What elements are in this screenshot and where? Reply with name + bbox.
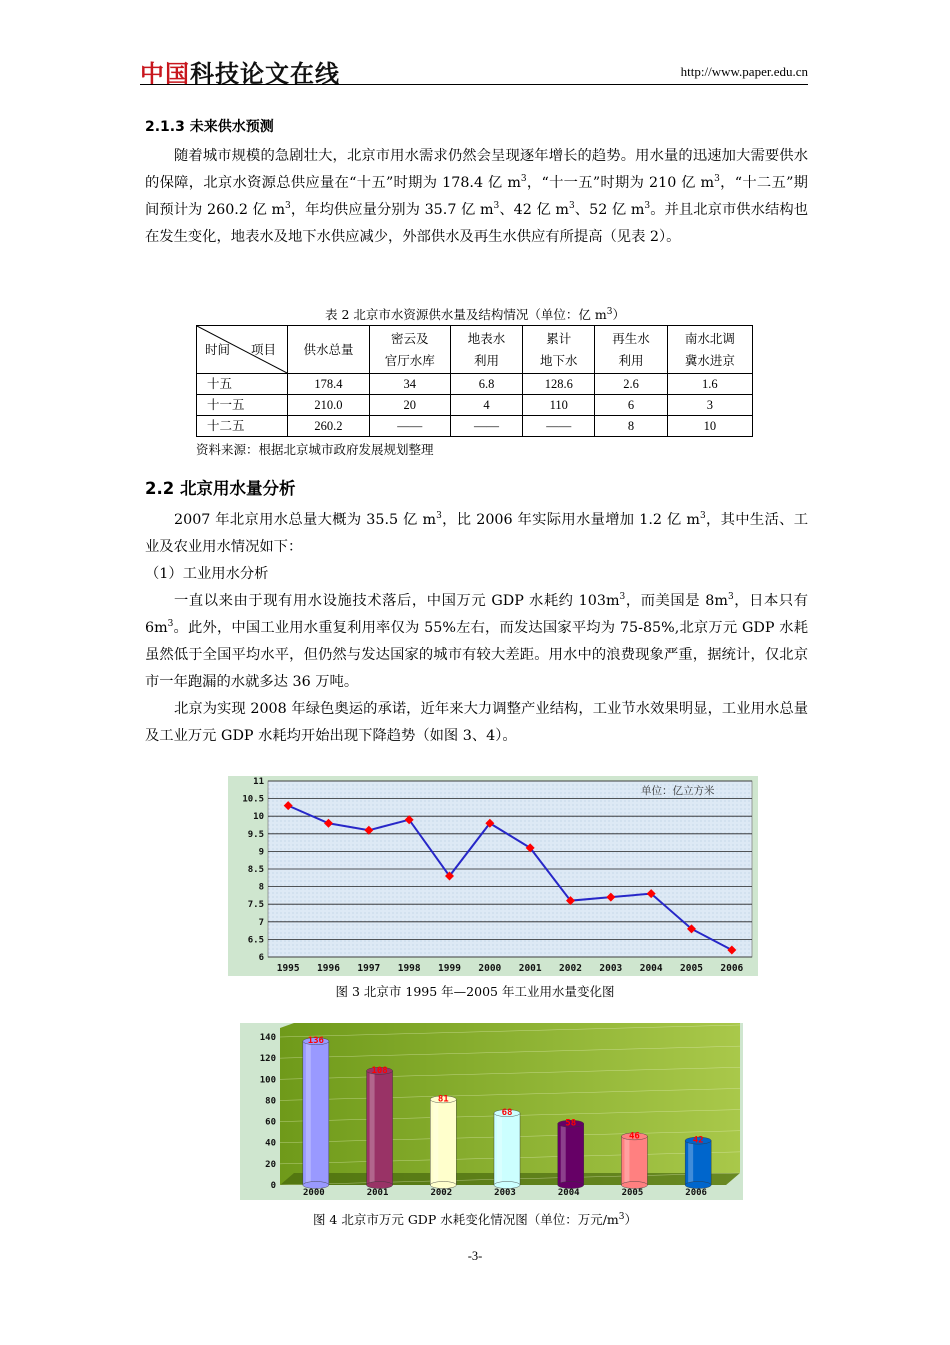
site-url[interactable]: http://www.paper.edu.cn: [680, 64, 808, 79]
page-number: -3-: [467, 1249, 483, 1263]
figure-4-bar-chart: [240, 1023, 743, 1200]
paragraph: 2007 年北京用水总量大概为 35.5 亿 $m^3$，比 2006 年实际用水量增加 1.2 亿 $m^3$，其中生活、工业及农业用水情况如下：: [145, 511, 809, 555]
figure-3-line-chart: [228, 776, 758, 976]
bar-highlight: [306, 1041, 311, 1185]
x-tick-label: 2003: [599, 963, 623, 974]
x-tick-label: 1996: [317, 963, 340, 974]
x-tick-label: 2004: [557, 1188, 580, 1198]
y-tick-label: 10.5: [242, 794, 264, 805]
y-tick-label: 8.5: [247, 865, 264, 875]
x-tick-label: 2006: [685, 1188, 707, 1198]
paragraph: 随着城市规模的急剧壮大，北京市用水需求仍然会呈现逐年增长的趋势。用水量的迅速加大需要供水的保障，北京水资源总供应量在“十五”时期为 178.4 亿 $m^3$，“十一五”时期为 210 亿 $m^3$，“十二五”期间预计为 260.2 亿 $m^3$，年均供应量分别为 35.7 亿 $m^3$、42 亿 $m^3$、52 亿 $m^3$。并且北京市供水结构也在发生变化，地表水及地下水供应减少，外部供水及再生水供应有所提高（见表 2）。: [145, 148, 808, 245]
paragraph: 北京为实现 2008 年绿色奥运的承诺，近年来大力调整产业结构，工业节水效果明显，工业用水总量及工业万元 GDP 水耗均开始出现下降趋势（如图 3、4）。: [145, 701, 808, 744]
paragraph: 一直以来由于现有用水设施技术落后，中国万元 GDP 水耗约 $103m^3$，而美国是 $8m^3$，日本只有 $6m^3$。此外，中国工业用水重复利用率仅为 55%左右，而发达国家平均为 75-85%,北京万元 GDP 水耗虽然低于全国平均水平，但仍然与发达国家的城市有较大差距。用水中的浪费现象严重，据统计，仅北京市一年跑漏的水就多达 36 万吨。: [145, 592, 809, 690]
table-row: 十二五 260.2 —— —— —— 8 10: [197, 416, 753, 437]
table-2: [196, 325, 753, 437]
x-tick-label: 2001: [518, 963, 542, 974]
y-tick-label: 7: [258, 917, 264, 928]
data-label: 108: [371, 1065, 388, 1076]
x-tick-label: 1997: [357, 963, 381, 974]
table-header: 再生水 利用: [595, 326, 667, 374]
x-tick-label: 2004: [639, 963, 663, 974]
section-2-1-3-body: [145, 143, 808, 251]
data-label: 68: [501, 1108, 513, 1119]
x-tick-label: 2005: [680, 963, 703, 974]
y-tick-label: 8: [258, 882, 264, 893]
data-label: 42: [692, 1135, 704, 1146]
site-logo: 中国科技论文在线: [140, 60, 340, 88]
bar-highlight: [370, 1071, 375, 1185]
y-tick-label: 9.5: [247, 829, 264, 840]
table-header: 密云及 官厅水库: [369, 326, 450, 374]
y-tick-label: 7.5: [247, 900, 264, 911]
y-tick-label: 10: [253, 812, 264, 823]
table-2-caption: 表 2 北京市水资源供水量及结构情况（单位：亿 $m^3$）: [325, 306, 625, 322]
x-tick-label: 2001: [366, 1188, 389, 1198]
x-tick-label: 2000: [478, 963, 502, 974]
table-header: 南水北调 冀水进京: [667, 326, 752, 374]
y-tick-label: 0: [270, 1181, 276, 1191]
subheading: （1）工业用水分析: [145, 566, 269, 582]
table-corner-cell: 时间 项目: [197, 326, 288, 374]
unit-label: 单位：亿立方米: [641, 785, 715, 797]
y-tick-label: 9: [258, 847, 264, 858]
header-rule: [140, 84, 808, 85]
figure-3-caption: 图 3 北京市 1995 年—2005 年工业用水量变化图: [335, 984, 615, 999]
y-tick-label: 11: [253, 777, 264, 787]
y-tick-label: 100: [259, 1075, 276, 1086]
y-tick-label: 80: [265, 1096, 276, 1107]
table-header: 地表水 利用: [450, 326, 522, 374]
bar-highlight: [561, 1124, 566, 1185]
table-2-source: 资料来源：根据北京城市政府发展规划整理: [196, 442, 434, 457]
y-tick-label: 20: [265, 1159, 276, 1170]
bar-highlight: [688, 1141, 693, 1185]
data-label: 58: [565, 1118, 577, 1129]
data-label: 81: [437, 1094, 449, 1105]
x-tick-label: 2000: [303, 1188, 325, 1198]
x-tick-label: 1995: [276, 963, 300, 974]
y-tick-label: 120: [259, 1054, 276, 1065]
table-header: 供水总量: [288, 326, 369, 374]
y-tick-label: 6.5: [247, 935, 264, 946]
bar-highlight: [433, 1099, 438, 1185]
table-row: 十五 178.4 34 6.8 128.6 2.6 1.6: [197, 374, 753, 395]
x-tick-label: 2006: [720, 963, 744, 974]
x-tick-label: 1998: [397, 963, 421, 974]
bar-highlight: [624, 1136, 629, 1185]
figure-4-caption: 图 4 北京市万元 GDP 水耗变化情况图（单位：万元$/m^3$）: [312, 1211, 638, 1227]
x-tick-label: 2005: [621, 1188, 644, 1198]
x-tick-label: 1999: [438, 963, 461, 974]
section-2-1-3-title: 2.1.3 未来供水预测: [145, 119, 274, 135]
table-header: 累计 地下水: [523, 326, 595, 374]
x-tick-label: 2002: [430, 1188, 453, 1198]
y-tick-label: 60: [265, 1117, 276, 1128]
table-row: 十一五 210.0 20 4 110 6 3: [197, 395, 753, 416]
x-tick-label: 2002: [559, 963, 582, 974]
data-label: 46: [629, 1131, 640, 1142]
section-2-2-title: 2.2 北京用水量分析: [145, 479, 296, 498]
x-tick-label: 2003: [494, 1188, 516, 1198]
y-tick-label: 6: [258, 953, 264, 963]
data-label: 136: [307, 1036, 324, 1047]
section-2-2-body: [145, 507, 808, 750]
y-tick-label: 140: [259, 1033, 276, 1043]
y-tick-label: 40: [265, 1138, 276, 1149]
bar-highlight: [497, 1113, 502, 1185]
